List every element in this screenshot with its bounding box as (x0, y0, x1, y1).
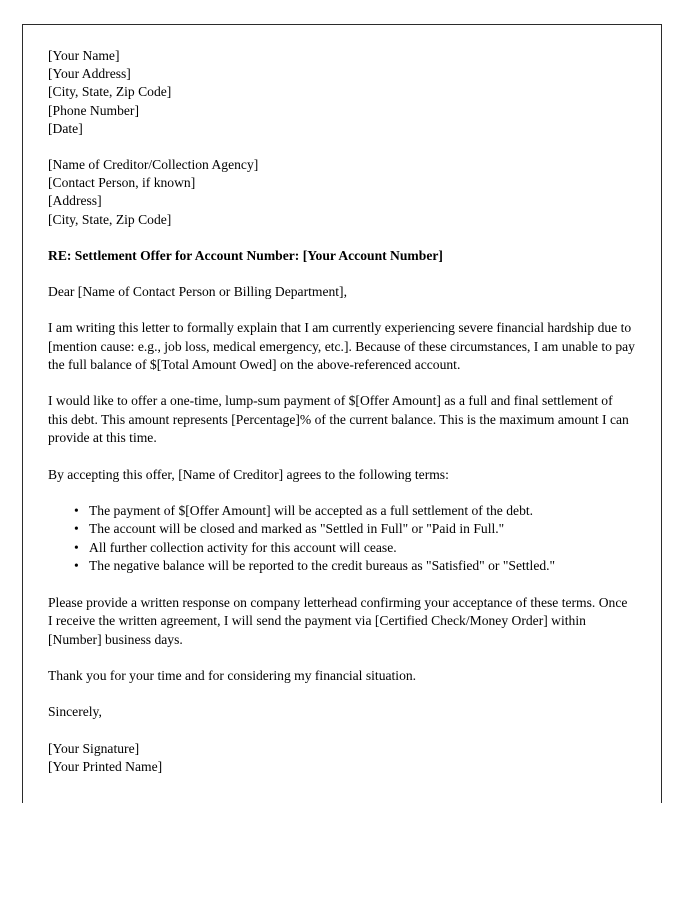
bullet-icon: • (74, 503, 79, 519)
recipient-address-block (48, 156, 635, 229)
list-item-label: All further collection activity for this account will cease. (89, 539, 397, 555)
list-item-label: The negative balance will be reported to the credit bureaus as "Satisfied" or "Settled." (89, 558, 556, 574)
list-item-label: The payment of $[Offer Amount] will be accepted as a full settlement of the debt. (89, 503, 534, 519)
recipient-line: [Name of Creditor/Collection Agency] (48, 157, 259, 173)
sender-line: [Your Name] (48, 48, 120, 63)
recipient-line: [Address] (48, 193, 102, 209)
bullet-icon: • (74, 558, 79, 574)
sender-line: [Phone Number] (48, 102, 139, 118)
terms-intro-paragraph: By accepting this offer, [Name of Creditor] agrees to the following terms: (48, 466, 449, 482)
sender-line: [City, State, Zip Code] (48, 84, 172, 100)
sender-line: [Date] (48, 120, 83, 136)
sender-address-block (48, 47, 635, 138)
settlement-terms-list (48, 502, 635, 576)
response-request-paragraph: Please provide a written response on company letterhead confirming your acceptance of these terms. Once I receive the written agreement, I will send the payment via [Certified Check/Money Order] within [Number] business days. (48, 594, 628, 647)
recipient-line: [City, State, Zip Code] (48, 211, 172, 227)
bullet-icon: • (74, 521, 79, 537)
bullet-icon: • (74, 539, 79, 555)
list-item (74, 539, 635, 557)
list-item (74, 502, 635, 520)
list-item (74, 520, 635, 538)
sender-line: [Your Address] (48, 66, 131, 82)
printed-name-line: [Your Printed Name] (48, 758, 163, 774)
subject-line: RE: Settlement Offer for Account Number: [Your Account Number] (48, 247, 443, 263)
body-paragraph-1: I am writing this letter to formally explain that I am currently experiencing severe financial hardship due to [mention cause: e.g., job loss, medical emergency, etc.]. Because of these circumstances, I am unable to pay the full balance of $[Total Amount Owed] on the above-referenced account. (48, 320, 635, 373)
document-page (22, 24, 662, 803)
recipient-line: [Contact Person, if known] (48, 175, 196, 191)
letter-content (23, 25, 661, 776)
signature-line: [Your Signature] (48, 740, 140, 756)
body-paragraph-2: I would like to offer a one-time, lump-sum payment of $[Offer Amount] as a full and final settlement of this debt. This amount represents [Percentage]% of the current balance. This is the maximum amount I can provide at this time. (48, 393, 629, 446)
complimentary-close: Sincerely, (48, 704, 102, 720)
list-item (74, 557, 635, 575)
salutation: Dear [Name of Contact Person or Billing Department], (48, 284, 347, 300)
signature-block (48, 740, 635, 776)
thank-you-paragraph: Thank you for your time and for considering my financial situation. (48, 667, 417, 683)
list-item-label: The account will be closed and marked as "Settled in Full" or "Paid in Full." (89, 521, 505, 537)
